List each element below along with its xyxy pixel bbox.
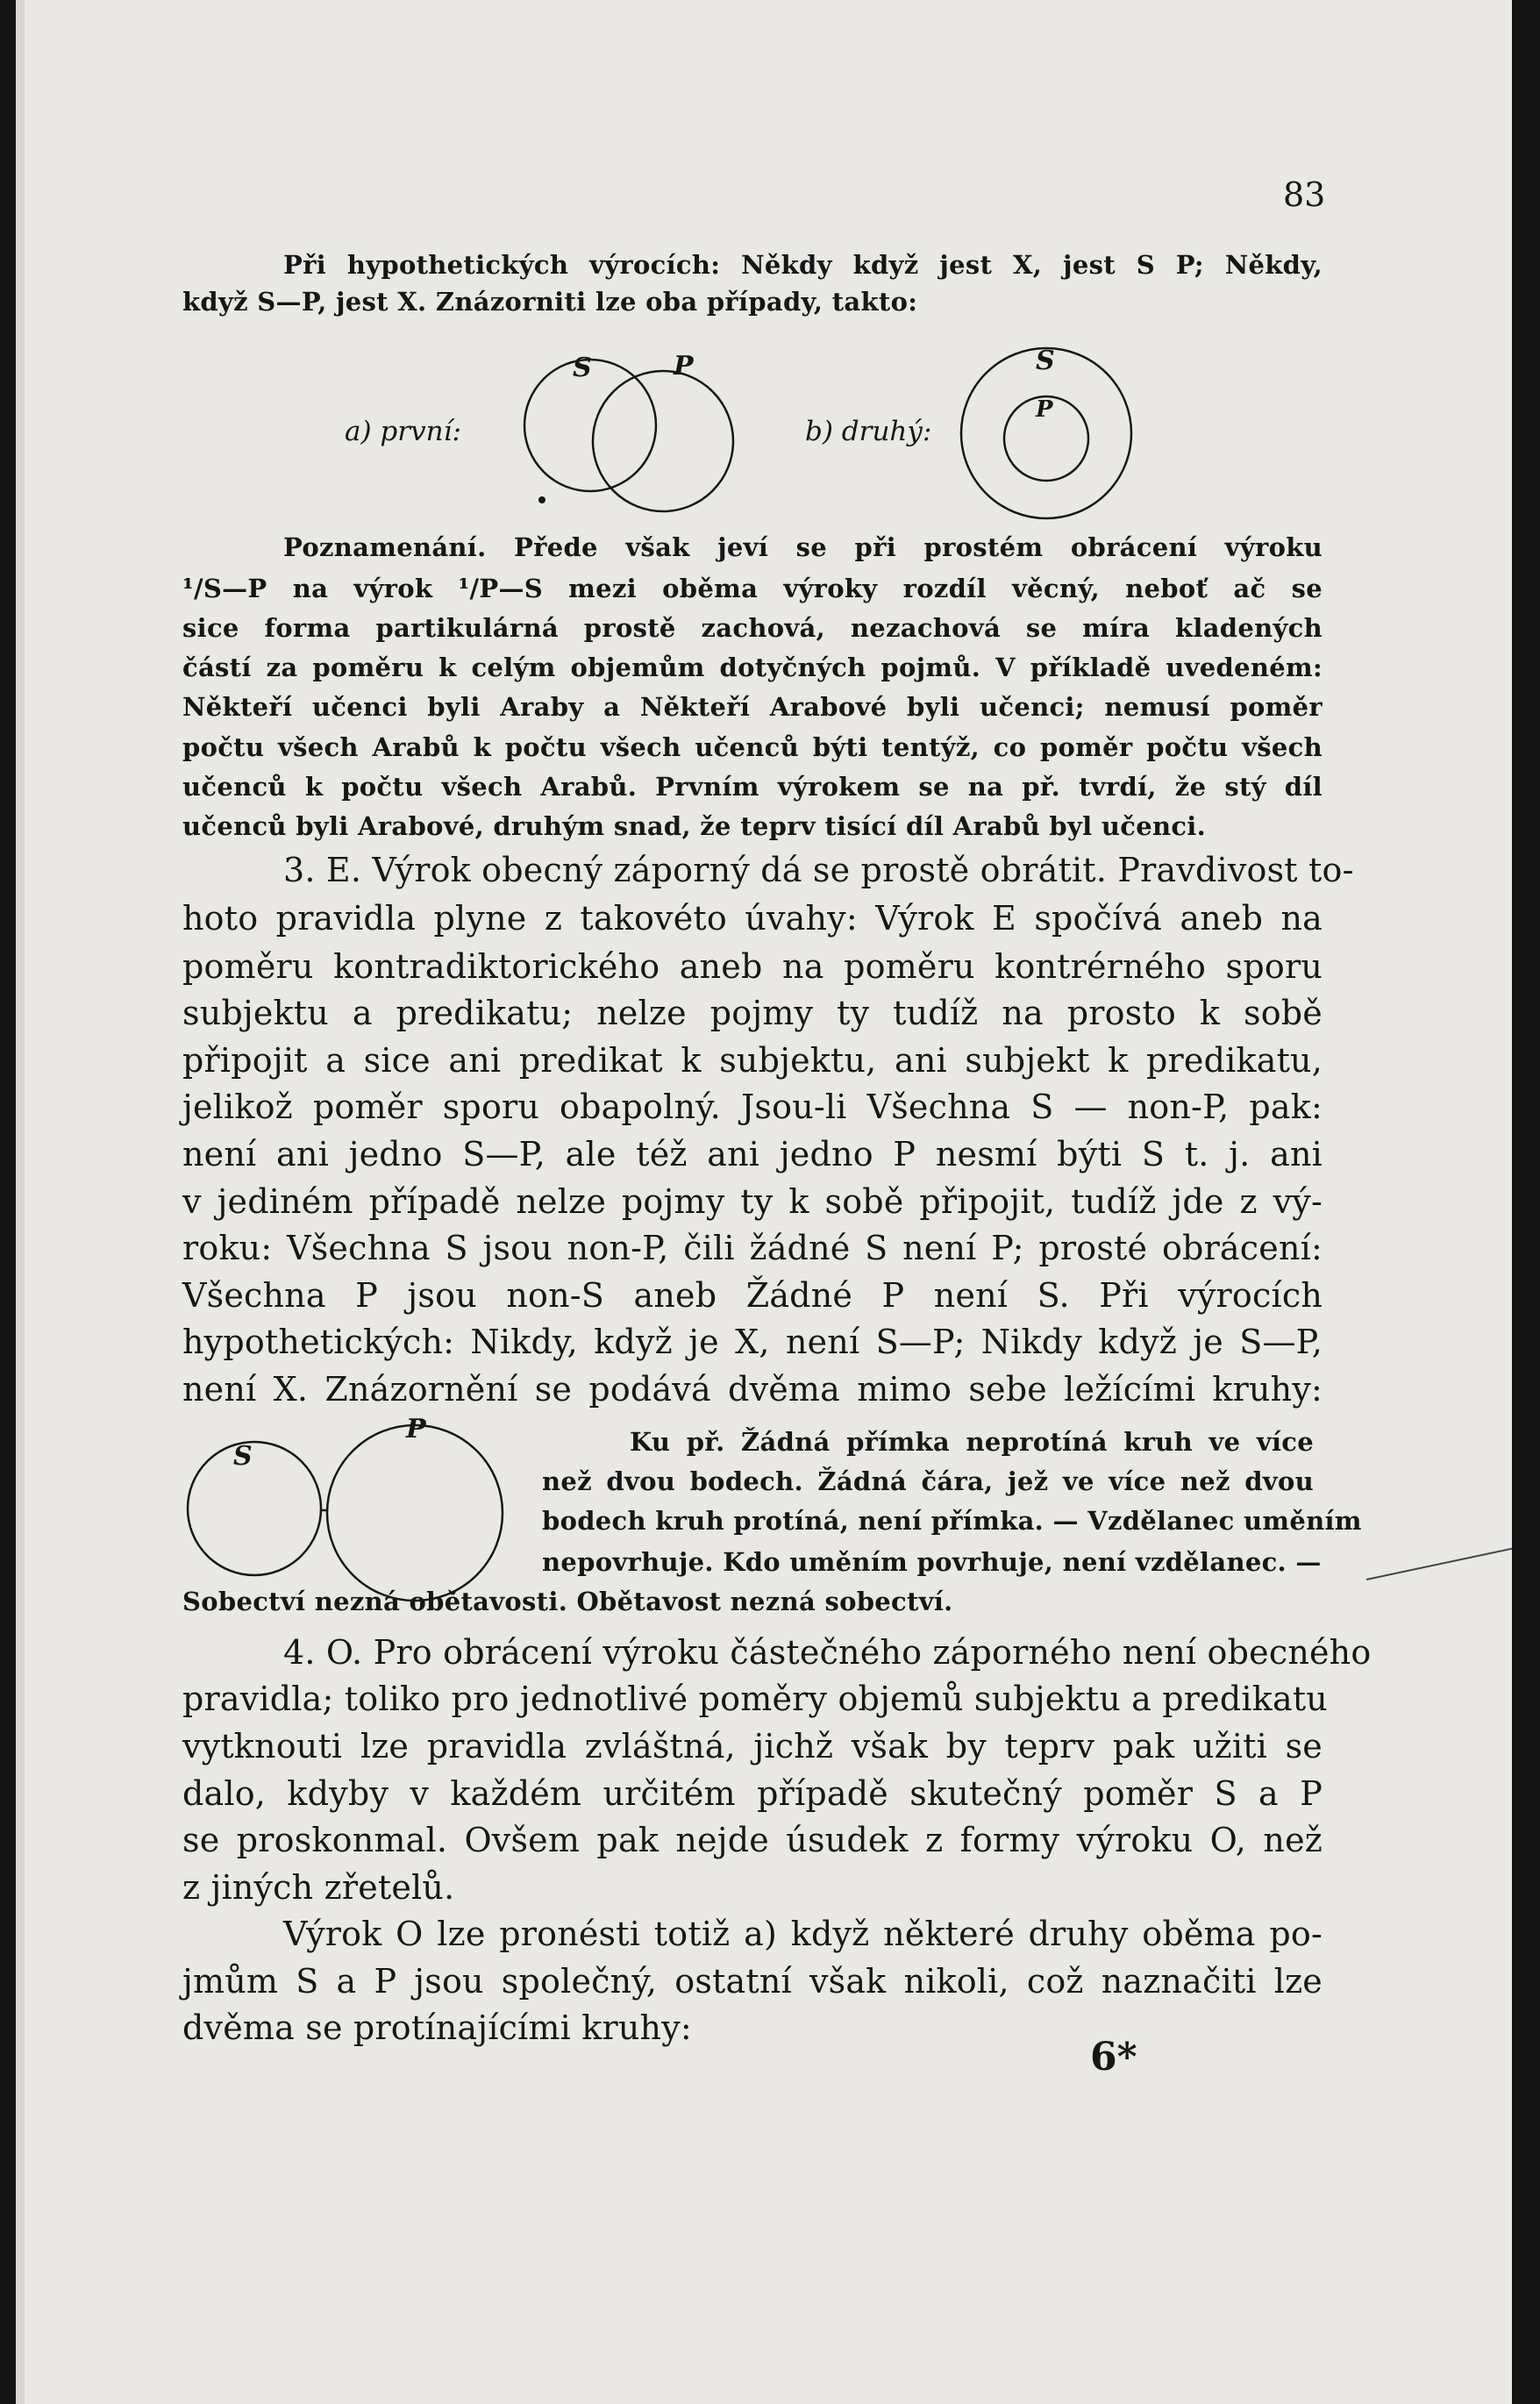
section3-line-1: 3. E. Výrok obecný záporný dá se prostě obrátit. Pravdivost to- bbox=[283, 851, 1354, 889]
final-line-2: jmům S a P jsou společný, ostatní však nikoli, což naznačiti lze bbox=[182, 1962, 1323, 2001]
remark-line-8: učenců byli Arabové, druhým snad, že teprv tisící díl Arabů byl učenci. bbox=[182, 811, 1206, 841]
overlapping-circles-diagram bbox=[507, 338, 788, 526]
remark-line-3: sice forma partikulárná prostě zachová, nezachová se míra kladených bbox=[182, 613, 1323, 643]
section3-line-9: roku: Všechna S jsou non-P, čili žádné S není P; prosté obrácení: bbox=[182, 1229, 1323, 1267]
circle-p-label: P bbox=[674, 351, 694, 382]
example-line-2: než dvou bodech. Žádná čára, jež ve více než dvou bbox=[542, 1466, 1314, 1496]
section3-line-4: subjektu a predikatu; nelze pojmy ty tudíž na prosto k sobě bbox=[182, 994, 1323, 1032]
remark-line-5: Někteří učenci byli Araby a Někteří Arabové byli učenci; nemusí poměr bbox=[182, 692, 1323, 722]
page-spine-shadow bbox=[16, 0, 25, 2404]
remark-line-6: počtu všech Arabů k počtu všech učenců býti tentýž, co poměr počtu všech bbox=[182, 732, 1323, 762]
intro-line-2: když S—P, jest X. Znázorniti lze oba případy, takto: bbox=[182, 287, 918, 317]
circle-p-label-mid: P bbox=[406, 1414, 426, 1445]
margin-pencil-mark bbox=[1366, 1546, 1512, 1580]
remark-line-2: ¹/S—P na výrok ¹/P—S mezi oběma výroky rozdíl věcný, neboť ač se bbox=[182, 574, 1323, 603]
section3-line-2: hoto pravidla plyne z takovéto úvahy: Výrok E spočívá aneb na bbox=[182, 899, 1323, 938]
final-line-1: Výrok O lze pronésti totiž a) když některé druhy oběma po- bbox=[283, 1915, 1323, 1953]
example-line-1: Ku př. Žádná přímka neprotíná kruh ve více bbox=[630, 1427, 1314, 1457]
example-line-4: nepovrhuje. Kdo uměním povrhuje, není vzdělanec. — bbox=[542, 1547, 1322, 1577]
final-line-3: dvěma se protínajícími kruhy: bbox=[182, 2008, 692, 2047]
section4-line-5: se proskonmal. Ovšem pak nejde úsudek z formy výroku O, než bbox=[182, 1821, 1323, 1859]
remark-line-1: Poznamenání. Přede však jeví se při prostém obrácení výroku bbox=[283, 532, 1323, 562]
section3-line-7: není ani jedno S—P, ale též ani jedno P nesmí býti S t. j. ani bbox=[182, 1135, 1323, 1173]
section4-line-4: dalo, kdyby v každém určitém případě skutečný poměr S a P bbox=[182, 1774, 1323, 1813]
remark-line-4: částí za poměru k celým objemům dotyčných pojmů. V příkladě uvedeném: bbox=[182, 653, 1323, 682]
section3-line-10: Všechna P jsou non-S aneb Žádné P není S. Při výrocích bbox=[182, 1276, 1323, 1315]
section4-line-3: vytknouti lze pravidla zvláštná, jichž však by teprv pak užiti se bbox=[182, 1727, 1323, 1766]
example-line-3: bodech kruh protíná, není přímka. — Vzdělanec uměním bbox=[542, 1506, 1362, 1536]
circle-s-label: S bbox=[573, 353, 592, 383]
section4-line-6: z jiných zřetelů. bbox=[182, 1868, 455, 1907]
section3-line-3: poměru kontradiktorického aneb na poměru kontrérného sporu bbox=[182, 947, 1323, 986]
inner-circle-p-label: P bbox=[1036, 396, 1053, 423]
outer-circle-s-label: S bbox=[1036, 346, 1055, 376]
section3-line-8: v jediném případě nelze pojmy ty k sobě připojit, tudíž jde z vý- bbox=[182, 1182, 1323, 1221]
section4-line-2: pravidla; toliko pro jednotlivé poměry objemů subjektu a predikatu bbox=[182, 1680, 1328, 1718]
section3-line-5: připojit a sice ani predikat k subjektu, ani subjekt k predikatu, bbox=[182, 1041, 1323, 1080]
example-line-5: Sobectví nezná obětavosti. Obětavost nezná sobectví. bbox=[182, 1587, 953, 1616]
section3-line-12: není X. Znázornění se podává dvěma mimo sebe ležícími kruhy: bbox=[182, 1370, 1323, 1409]
section3-line-11: hypothetických: Nikdy, když je X, není S—P; Nikdy když je S—P, bbox=[182, 1323, 1323, 1361]
intro-line-1: Při hypothetických výrocích: Někdy když jest X, jest S P; Někdy, bbox=[283, 250, 1323, 280]
book-page bbox=[16, 0, 1512, 2404]
figure-label-second: b) druhý: bbox=[805, 416, 932, 447]
separate-circles-diagram bbox=[182, 1412, 516, 1614]
section4-line-1: 4. O. Pro obrácení výroku částečného záporného není obecného bbox=[283, 1633, 1372, 1672]
page-number: 83 bbox=[1283, 175, 1326, 214]
circle-s-label-mid: S bbox=[233, 1441, 253, 1472]
figure-label-first: a) první: bbox=[345, 416, 461, 447]
printer-signature-mark: 6* bbox=[1090, 2035, 1137, 2079]
section3-line-6: jelikož poměr sporu obapolný. Jsou-li Všechna S — non-P, pak: bbox=[182, 1088, 1323, 1126]
remark-line-7: učenců k počtu všech Arabů. Prvním výrokem se na př. tvrdí, že stý díl bbox=[182, 772, 1323, 802]
